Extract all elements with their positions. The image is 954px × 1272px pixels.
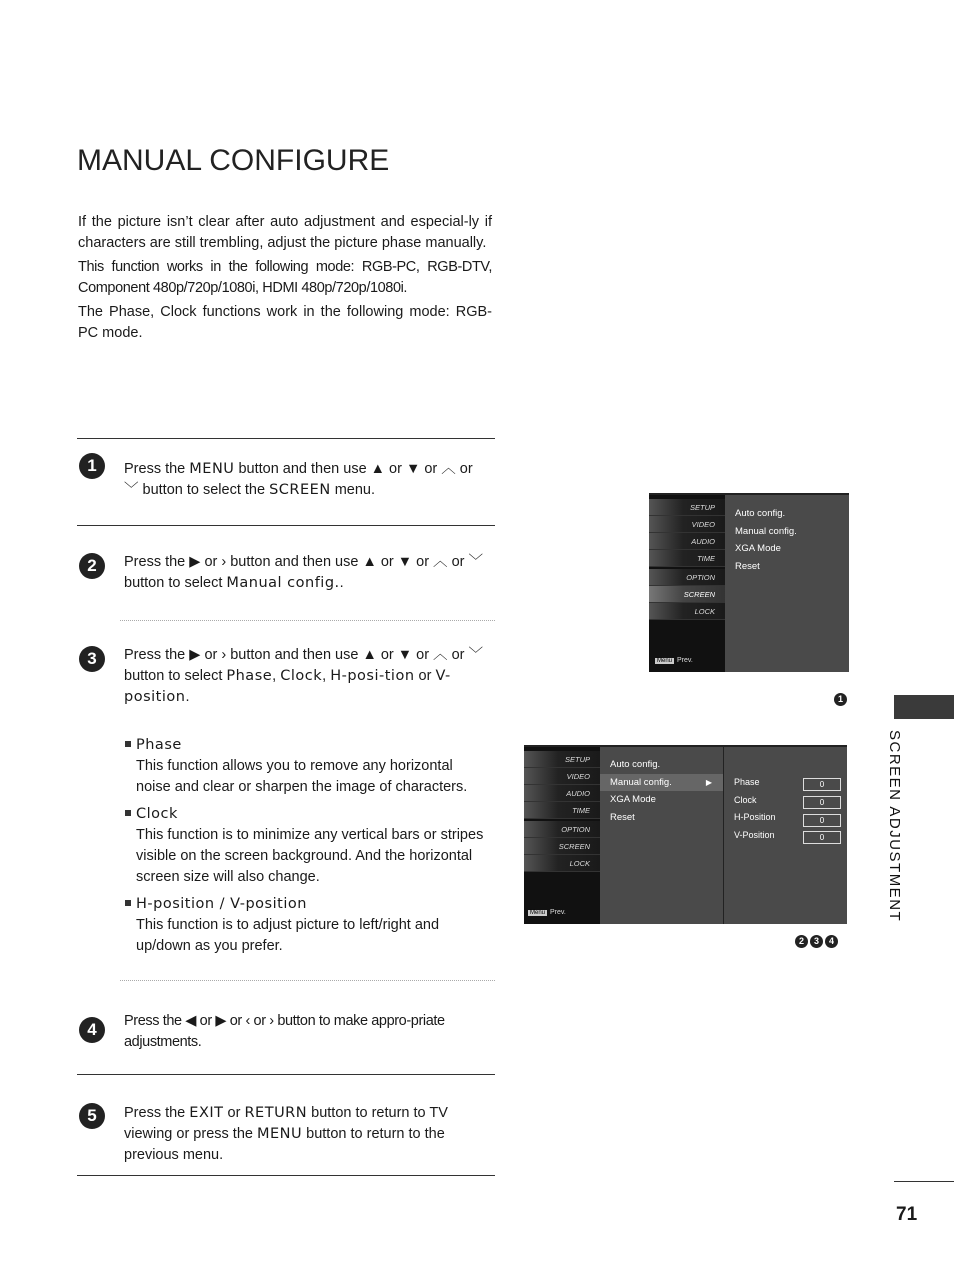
step-number: 1 <box>79 453 105 479</box>
intro-paragraph: The Phase, Clock functions work in the following mode: RGB-PC mode. <box>78 304 492 341</box>
divider <box>77 438 495 439</box>
osd-tab: VIDEO <box>649 516 725 533</box>
osd-value-hposition: 0 <box>803 814 841 827</box>
step-text: Press the ▶ or › button and then use ▲ or ▼ or ︿ or ﹀ button to select Phase, Clock, H-posi-tion or V-position. <box>124 647 484 705</box>
osd-tab: AUDIO <box>524 785 600 802</box>
osd-manual-config <box>524 745 847 924</box>
osd-value-phase: 0 <box>803 778 841 791</box>
section-label: SCREEN ADJUSTMENT <box>886 730 903 923</box>
osd-value-clock: 0 <box>803 796 841 809</box>
osd-screen-list: Auto config. Manual config. XGA Mode Reset <box>735 508 797 572</box>
step-text: Press the ▶ or › button and then use ▲ or ▼ or ︿ or ﹀ button to select Manual config.. <box>124 554 484 591</box>
page-title: MANUAL CONFIGURE <box>77 144 390 177</box>
osd-tab: AUDIO <box>649 533 725 550</box>
subsection-phase: Phase This function allows you to remove any horizontal noise and clear or sharpen the image of characters. <box>125 735 490 798</box>
bullet-icon <box>125 741 131 747</box>
osd-value-vposition: 0 <box>803 831 841 844</box>
page-number-rule <box>894 1181 954 1182</box>
step-number: 3 <box>79 646 105 672</box>
step-badges: 2 3 4 <box>793 931 838 949</box>
bullet-icon <box>125 900 131 906</box>
osd-tab: OPTION <box>524 821 600 838</box>
osd-screen-list: Auto config. Manual config. ▶ XGA Mode Reset <box>600 756 724 826</box>
divider <box>120 620 495 621</box>
intro-text <box>78 212 492 347</box>
subsection-clock: Clock This function is to minimize any vertical bars or stripes visible on the screen background. And the horizontal screen size will also change. <box>125 804 490 888</box>
osd-sidebar: SETUP VIDEO AUDIO TIME OPTION SCREEN LOCK Menu Prev. <box>649 495 725 672</box>
osd-manual-list: Phase Clock H-Position V-Position <box>734 777 776 840</box>
divider <box>77 1074 495 1075</box>
osd-sidebar: SETUP VIDEO AUDIO TIME OPTION SCREEN LOCK Menu Prev. <box>524 747 600 924</box>
step-number: 5 <box>79 1103 105 1129</box>
step-number: 4 <box>79 1017 105 1043</box>
step-text: Press the EXIT or RETURN button to return to TV viewing or press the MENU button to return to the previous menu. <box>124 1105 448 1163</box>
section-tab <box>894 695 954 719</box>
intro-paragraph: This function works in the following mode: RGB-PC, RGB-DTV, Component 480p/720p/1080i, HDMI 480p/720p/1080i. <box>78 259 492 296</box>
divider <box>77 1175 495 1176</box>
step-badge: 1 <box>832 689 847 707</box>
osd-tab: SCREEN <box>524 838 600 855</box>
osd-tab: LOCK <box>524 855 600 872</box>
osd-tab: SETUP <box>649 499 725 516</box>
divider <box>77 525 495 526</box>
osd-tab: SETUP <box>524 751 600 768</box>
osd-tab: OPTION <box>649 569 725 586</box>
osd-tab: VIDEO <box>524 768 600 785</box>
step-text: Press the ◀ or ▶ or ‹ or › button to make appro-priate adjustments. <box>124 1013 445 1050</box>
step-number: 2 <box>79 553 105 579</box>
osd-tab: TIME <box>524 802 600 819</box>
divider <box>120 980 495 981</box>
osd-tab: LOCK <box>649 603 725 620</box>
osd-tab: TIME <box>649 550 725 567</box>
osd-tab-selected: SCREEN <box>649 586 725 603</box>
page-number: 71 <box>896 1204 918 1225</box>
arrow-right-icon: ▶ <box>705 777 712 787</box>
step-text: Press the MENU button and then use ▲ or ▼ or ︿ or ﹀ button to select the SCREEN menu. <box>124 461 473 498</box>
subsection-position: H-position / V-position This function is to adjust picture to left/right and up/down as you prefer. <box>125 894 490 957</box>
osd-screen-menu <box>649 493 849 672</box>
intro-paragraph: If the picture isn’t clear after auto adjustment and especial-ly if characters are still trembling, adjust the picture phase manually. <box>78 214 492 251</box>
bullet-icon <box>125 810 131 816</box>
